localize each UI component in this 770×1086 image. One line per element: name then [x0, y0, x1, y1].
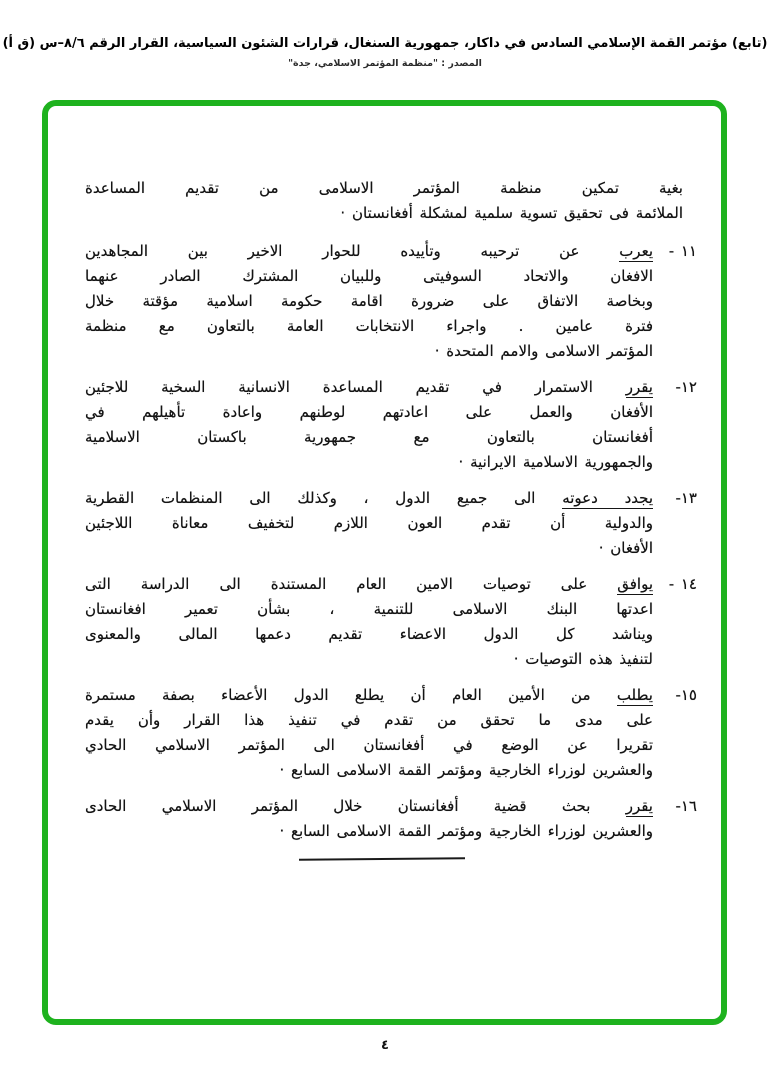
text-line	[85, 486, 653, 511]
lead-word: يقرر	[625, 797, 653, 815]
header-source: المصدر : "منظمة المؤتمر الاسلامي، جدة"	[288, 58, 482, 69]
text-line: تقريرا عن الوضع في أفغانستان الى المؤتمر الاسلامي الحادي	[85, 736, 653, 754]
item-number: ١٣-	[675, 489, 697, 507]
item-number: ١٤ -	[668, 575, 697, 593]
text-line	[85, 239, 653, 264]
item-number: ١١ -	[668, 242, 697, 260]
text-line: الاستمرار في تقديم المساعدة الانسانية السخية للاجئين	[85, 378, 626, 396]
text-line: بغية تمكين منظمة المؤتمر الاسلامى من تقديم المساعدة	[85, 179, 683, 197]
text-line	[85, 375, 653, 400]
text-line: والجمهورية الاسلامية الايرانية ·	[458, 453, 653, 471]
text-line: والدولية أن تقدم العون اللازم لتخفيف معاناة اللاجئين	[85, 514, 653, 532]
lead-word: يطلب	[616, 686, 653, 704]
text-line: على توصيات الامين العام المستندة الى الدراسة التى	[85, 575, 618, 593]
text-line: الأفغان ·	[598, 539, 653, 557]
text-line	[85, 794, 653, 819]
text-line	[85, 683, 653, 708]
text-line: وبخاصة الاتفاق على ضرورة اقامة حكومة اسلامية مؤقتة خلال	[85, 292, 653, 310]
text-line: على مدى ما تحقق من تقدم في تنفيذ هذا القرار وأن يقدم	[85, 711, 653, 729]
item-number: ١٢-	[675, 378, 697, 396]
resolution-item-14	[85, 572, 697, 672]
text-line: من الأمين العام أن يطلع الدول الأعضاء بصفة مستمرة	[85, 686, 617, 704]
resolution-item-16	[85, 794, 697, 844]
text-line: أفغانستان بالتعاون مع جمهورية باكستان الاسلامية	[85, 428, 653, 446]
text-line: ويناشد كل الدول الاعضاء تقديم دعمها المالى والمعنوى	[85, 625, 653, 643]
resolution-item-13	[85, 486, 697, 561]
text-line: الى جميع الدول ، وكذلك الى المنظمات القطرية	[85, 489, 563, 507]
resolution-item-11	[85, 239, 697, 364]
text-line: الأفغان والعمل على اعادتهم لوطنهم واعادة تأهيلهم في	[85, 403, 653, 421]
lead-word: يجدد دعوته	[562, 489, 654, 507]
text-line: المؤتمر الاسلامى والامم المتحدة ·	[434, 342, 653, 360]
resolution-item-12	[85, 375, 697, 475]
header-citation: (تابع) مؤتمر القمة الإسلامي السادس في داكار، جمهورية السنغال، قرارات الشئون السياسية، القرار الرقم ٨/٦–س (ق أ)	[2, 36, 768, 51]
text-line: والعشرين لوزراء الخارجية ومؤتمر القمة الاسلامى السابع ·	[279, 822, 653, 840]
item-number: ١٥-	[675, 686, 697, 704]
text-line: الملائمة فى تحقيق تسوية سلمية لمشكلة أفغانستان ·	[340, 204, 683, 222]
text-line: فترة عامين . واجراء الانتخابات العامة بالتعاون مع منظمة	[85, 317, 653, 335]
text-line: بحث قضية أفغانستان خلال المؤتمر الاسلامي الحادى	[85, 797, 626, 815]
page-number: ٤	[381, 1038, 389, 1053]
intro-paragraph	[85, 176, 683, 226]
resolution-text	[85, 176, 697, 860]
resolution-item-15	[85, 683, 697, 783]
item-number: ١٦-	[675, 797, 697, 815]
text-line: عن ترحيبه وتأييده للحوار الاخير بين المجاهدين	[85, 242, 620, 260]
text-line	[85, 572, 653, 597]
lead-word: يقرر	[625, 378, 653, 396]
lead-word: يعرب	[619, 242, 653, 260]
text-line: لتنفيذ هذه التوصيات ·	[513, 650, 653, 668]
text-line: والعشرين لوزراء الخارجية ومؤتمر القمة الاسلامى السابع ·	[279, 761, 653, 779]
text-line: اعدتها البنك الاسلامى للتنمية ، بشأن تعمير افغانستان	[85, 600, 653, 618]
text-line: الافغان والاتحاد السوفيتى وللبيان المشترك الصادر عنهما	[85, 267, 653, 285]
lead-word: يوافق	[617, 575, 653, 593]
